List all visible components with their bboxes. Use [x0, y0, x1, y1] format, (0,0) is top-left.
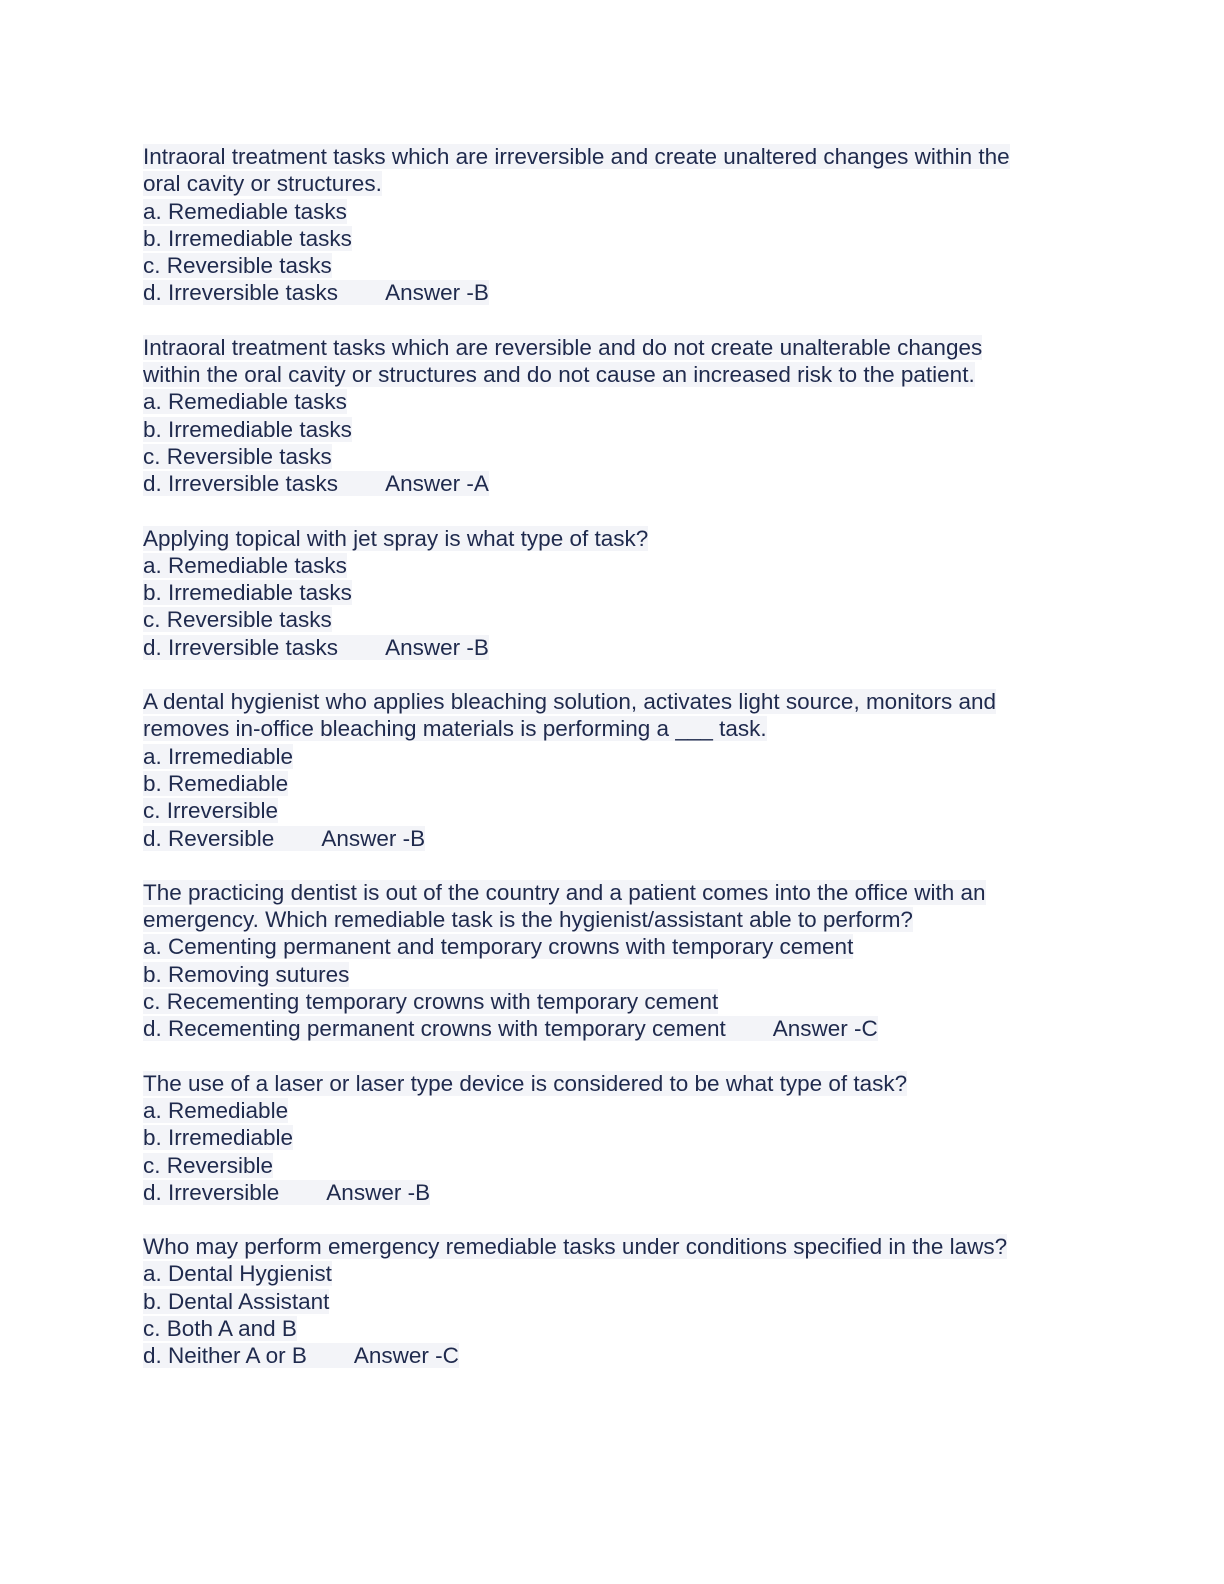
- answer-option: a. Cementing permanent and temporary crowns with temporary cement: [143, 934, 854, 960]
- question-stem-line: oral cavity or structures.: [143, 171, 382, 197]
- answer-option: c. Reversible: [143, 1152, 274, 1178]
- question-stem-line: within the oral cavity or structures and do not cause an increased risk to the patient.: [143, 362, 975, 388]
- answer-key: Answer -B: [338, 635, 489, 660]
- question-block: [143, 688, 1103, 852]
- question-block: [143, 1233, 1103, 1369]
- answer-option: a. Remediable tasks: [143, 389, 347, 415]
- answer-option: d. Reversible Answer -B: [143, 825, 426, 851]
- question-stem-line: The practicing dentist is out of the country and a patient comes into the office with an: [143, 879, 986, 905]
- answer-option: d. Neither A or B Answer -C: [143, 1343, 459, 1369]
- answer-option: c. Reversible tasks: [143, 443, 332, 469]
- answer-option: c. Reversible tasks: [143, 607, 332, 633]
- answer-option: c. Both A and B: [143, 1315, 297, 1341]
- answer-key: Answer -C: [726, 1016, 878, 1041]
- document-body: [143, 143, 1103, 1397]
- answer-option: d. Irreversible tasks Answer -B: [143, 280, 489, 306]
- question-block: [143, 334, 1103, 498]
- question-block: [143, 1070, 1103, 1206]
- answer-key: Answer -C: [307, 1343, 459, 1368]
- answer-option: d. Irreversible tasks Answer -A: [143, 471, 489, 497]
- question-stem-line: Applying topical with jet spray is what type of task?: [143, 525, 649, 551]
- answer-option: c. Irreversible: [143, 798, 279, 824]
- answer-option: b. Irremediable tasks: [143, 416, 352, 442]
- answer-option: b. Irremediable tasks: [143, 225, 352, 251]
- answer-option: a. Remediable tasks: [143, 198, 347, 224]
- answer-option: d. Irreversible tasks Answer -B: [143, 634, 489, 660]
- question-stem-line: Intraoral treatment tasks which are irreversible and create unaltered changes within the: [143, 144, 1010, 169]
- question-block: [143, 525, 1103, 661]
- question-block: [143, 143, 1103, 307]
- answer-option: a. Remediable: [143, 1097, 289, 1123]
- answer-option: b. Remediable: [143, 770, 289, 796]
- answer-option: b. Removing sutures: [143, 961, 350, 987]
- answer-option: a. Remediable tasks: [143, 552, 347, 578]
- answer-option: a. Irremediable: [143, 743, 294, 769]
- answer-option: a. Dental Hygienist: [143, 1261, 332, 1287]
- answer-key: Answer -B: [338, 280, 489, 305]
- question-stem-line: A dental hygienist who applies bleaching solution, activates light source, monitors and: [143, 689, 997, 715]
- answer-key: Answer -A: [338, 471, 489, 496]
- question-stem-line: Intraoral treatment tasks which are reversible and do not create unalterable changes: [143, 334, 983, 360]
- question-stem-line: Who may perform emergency remediable tasks under conditions specified in the laws?: [143, 1234, 1008, 1260]
- answer-option: b. Dental Assistant: [143, 1288, 330, 1314]
- question-stem-line: removes in-office bleaching materials is performing a ___ task.: [143, 716, 767, 742]
- answer-option: c. Reversible tasks: [143, 253, 332, 279]
- question-block: [143, 879, 1103, 1043]
- answer-option: d. Irreversible Answer -B: [143, 1179, 431, 1205]
- answer-key: Answer -B: [279, 1180, 430, 1205]
- question-stem-line: The use of a laser or laser type device is considered to be what type of task?: [143, 1070, 908, 1096]
- answer-option: b. Irremediable tasks: [143, 580, 352, 606]
- answer-option: b. Irremediable: [143, 1125, 294, 1151]
- answer-option: d. Recementing permanent crowns with temporary cement Answer -C: [143, 1016, 878, 1042]
- question-stem-line: emergency. Which remediable task is the hygienist/assistant able to perform?: [143, 907, 913, 933]
- answer-option: c. Recementing temporary crowns with temporary cement: [143, 989, 719, 1015]
- answer-key: Answer -B: [274, 826, 425, 851]
